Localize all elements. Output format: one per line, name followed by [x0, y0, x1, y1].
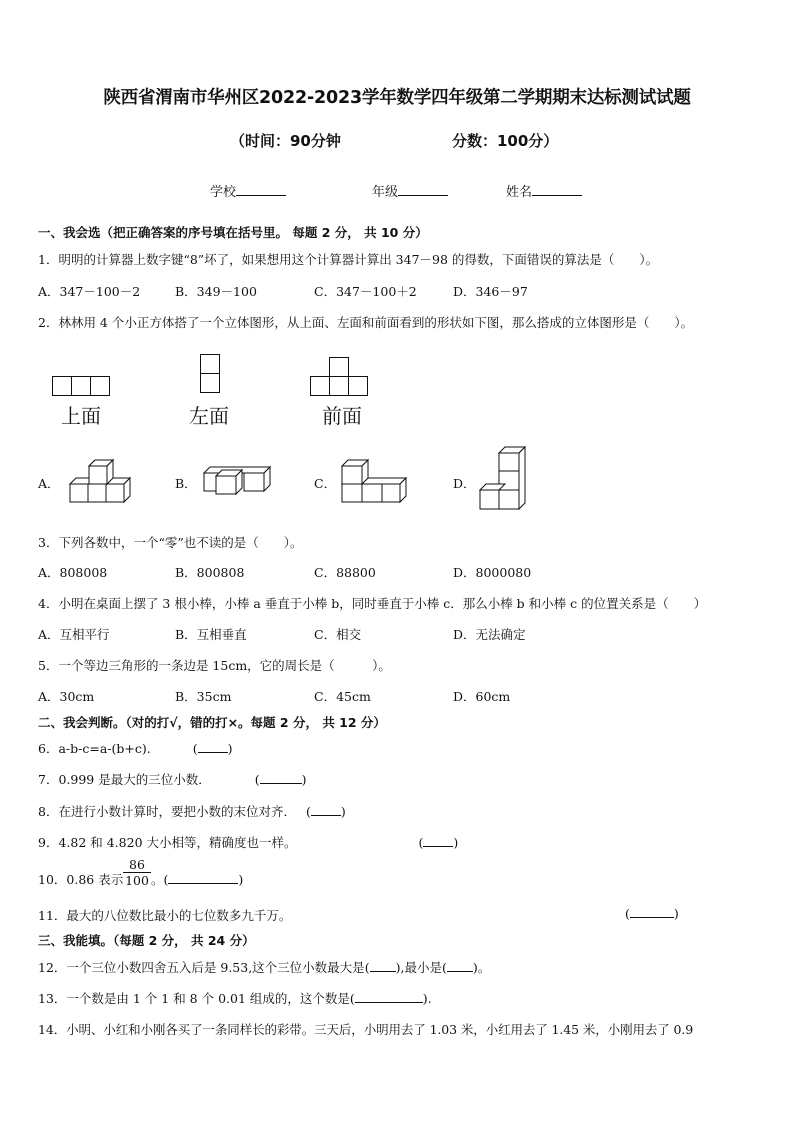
grade-field [372, 181, 448, 200]
q2-option-d-figure [479, 445, 527, 511]
q10-fraction [123, 857, 151, 888]
question-10 [38, 870, 123, 888]
q6-answer-blank[interactable]: ( ) [192, 741, 233, 756]
q1-option-b[interactable]: B．349－100 [175, 284, 257, 299]
question-9-text: 9．4.82 和 4.820 大小相等，精确度也一样。 [38, 835, 297, 850]
q2-option-c[interactable]: C． [314, 476, 337, 491]
q7-answer-blank[interactable]: ( ) [254, 772, 307, 787]
name-label: 姓名 [506, 185, 533, 200]
school-label: 学校 [210, 185, 237, 200]
q5-option-b[interactable]: B．35cm [175, 689, 232, 704]
question-9 [38, 833, 458, 851]
question-11-text: 11．最大的八位数比最小的七位数多九千万。 [38, 908, 292, 923]
left-view-figure [200, 354, 222, 396]
question-8-text: 8．在进行小数计算时，要把小数的末位对齐． [38, 804, 296, 819]
name-field [506, 181, 582, 200]
q2-option-a-figure [64, 460, 132, 506]
question-12-end: 。 [477, 960, 491, 975]
q2-option-b-figure [202, 464, 272, 496]
q2-option-b[interactable]: B． [175, 476, 197, 491]
q4-option-c[interactable]: C．相交 [314, 627, 362, 642]
q5-option-a[interactable]: A．30cm [38, 689, 95, 704]
question-1: 1．明明的计算器上数字键“8”坏了，如果想用这个计算器计算出 347－98 的得数，下面错误的算法是（ ）。 [38, 252, 659, 267]
question-14: 14．小明、小红和小刚各买了一条同样长的彩带。三天后，小明用去了 1.03 米，小红用去了 1.45 米，小刚用去了 0.9 [38, 1022, 694, 1037]
question-5: 5．一个等边三角形的一条边是 15cm，它的周长是（ ）。 [38, 658, 391, 673]
school-field [210, 181, 286, 200]
top-view-figure [52, 376, 112, 397]
question-11 [38, 906, 291, 924]
q3-option-a[interactable]: A．808008 [38, 565, 108, 580]
question-10-text: 10．0.86 表示 [38, 872, 124, 887]
q4-option-a[interactable]: A．互相平行 [38, 627, 110, 642]
front-view-label: 前面 [322, 404, 362, 428]
section2-title: 二、我会判断。（对的打√，错的打×。每题 2 分， 共 12 分） [38, 715, 386, 730]
question-7 [38, 770, 306, 788]
q4-option-b[interactable]: B．互相垂直 [175, 627, 247, 642]
q10-answer-blank[interactable]: ( ) [163, 872, 244, 887]
question-12 [38, 958, 490, 976]
q3-option-b[interactable]: B．800808 [175, 565, 245, 580]
q12-min-blank[interactable]: ( ) [441, 960, 478, 975]
question-13 [38, 989, 432, 1007]
q5-option-c[interactable]: C．45cm [314, 689, 371, 704]
q11-answer-blank[interactable]: ( ) [625, 906, 679, 921]
q1-option-d[interactable]: D．346－97 [453, 284, 528, 299]
top-view-label: 上面 [61, 404, 101, 428]
q1-option-c[interactable]: C．347－100＋2 [314, 284, 417, 299]
time-label: （时间：90分钟 [230, 132, 341, 150]
q10-fraction-numerator: 86 [123, 857, 151, 873]
q1-option-a[interactable]: A．347－100－2 [38, 284, 141, 299]
question-6-text: 6．a-b-c=a-(b+c). [38, 741, 151, 756]
q2-option-a[interactable]: A． [38, 476, 60, 491]
question-6 [38, 739, 232, 757]
front-view-figure [310, 357, 372, 399]
q2-option-c-figure [340, 460, 408, 506]
question-10-tail [151, 870, 243, 888]
q10-fraction-denominator: 100 [125, 873, 149, 888]
q8-answer-blank[interactable]: ( ) [305, 804, 346, 819]
q13-answer-blank[interactable]: ( ) [349, 991, 428, 1006]
q4-option-d[interactable]: D．无法确定 [453, 627, 526, 642]
q9-answer-blank[interactable]: ( ) [418, 835, 459, 850]
q2-option-d[interactable]: D． [453, 476, 476, 491]
grade-label: 年级 [372, 185, 399, 200]
page-title: 陕西省渭南市华州区2022-2023学年数学四年级第二学期期末达标测试试题 [103, 88, 691, 108]
q12-max-blank[interactable]: ( ) [364, 960, 401, 975]
name-blank[interactable] [532, 183, 582, 196]
question-13-text: 13．一个数是由 1 个 1 和 8 个 0.01 组成的，这个数是 [38, 991, 350, 1006]
question-4: 4．小明在桌面上摆了 3 根小棒，小棒 a 垂直于小棒 b，同时垂直于小棒 c．那么小棒 b 和小棒 c 的位置关系是（ ） [38, 596, 707, 611]
question-12-mid: ,最小是 [400, 960, 442, 975]
score-label: 分数：100分） [452, 132, 559, 150]
left-view-label: 左面 [189, 404, 229, 428]
question-3: 3．下列各数中，一个“零”也不读的是（ ）。 [38, 535, 303, 550]
question-12-text: 12．一个三位小数四舍五入后是 9.53,这个三位小数最大是 [38, 960, 365, 975]
question-2: 2．林林用 4 个小正方体搭了一个立体图形，从上面、左面和前面看到的形状如下图，那么搭成的立体图形是（ ）。 [38, 315, 694, 330]
grade-blank[interactable] [398, 183, 448, 196]
q3-option-c[interactable]: C．88800 [314, 565, 376, 580]
q5-option-d[interactable]: D．60cm [453, 689, 511, 704]
question-10-end: 。 [151, 872, 164, 887]
question-8 [38, 802, 346, 820]
question-7-text: 7．0.999 是最大的三位小数． [38, 772, 211, 787]
q3-option-d[interactable]: D．8000080 [453, 565, 532, 580]
section1-title: 一、我会选（把正确答案的序号填在括号里。 每题 2 分， 共 10 分） [38, 225, 428, 240]
question-13-end: . [427, 991, 432, 1006]
school-blank[interactable] [236, 183, 286, 196]
section3-title: 三、我能填。（每题 2 分， 共 24 分） [38, 933, 255, 948]
